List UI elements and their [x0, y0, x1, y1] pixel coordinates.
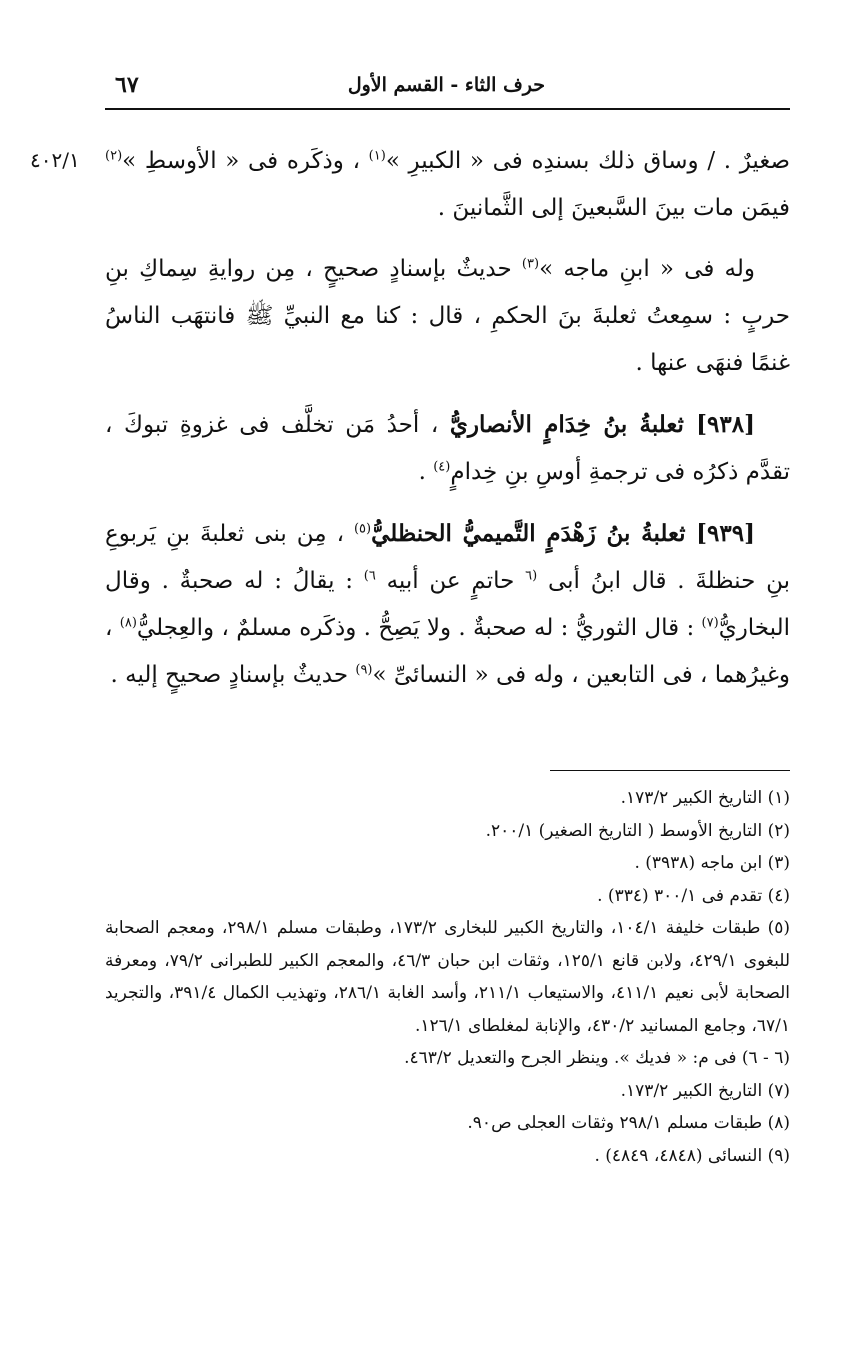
footnote-ref-7: (٧) — [701, 615, 719, 631]
footnote-ref-6-close: ٦) — [363, 568, 376, 584]
footnote-divider — [550, 770, 790, 771]
entry-heading: [٩٣٩] ثعلبةُ بنُ زَهْدَمٍ التَّميميُّ الحنظليُّ — [371, 520, 755, 547]
footnote-4: (٤) تقدم فى ٣٠٠/١ (٣٣٤) . — [597, 885, 790, 906]
footnote-ref-8: (٨) — [119, 615, 137, 631]
footnote-ref-3: (٣) — [521, 256, 540, 272]
footnote-ref-2: (٢) — [105, 148, 123, 164]
paragraph-2: وله فى « ابنِ ماجه »$^{(٣)}$ حديثٌ بإسنادٍ صحيحٍ ، مِن روايةِ سِماكِ بنِ حربٍ : سمِعتُ ثعلبةَ بنَ الحكمِ ، قال : كنا مع النبيِّ ﷺ فانتهَب الناسُ غنمًا فنهَى عنها . — [105, 256, 790, 376]
footnote-ref-5: (٥) — [353, 521, 372, 537]
footnote-3: (٣) ابن ماجه (٣٩٣٨) . — [634, 853, 790, 873]
footnote-8: (٨) طبقات مسلم ٢٩٨/١ وثقات العجلى ص٩٠. — [467, 1113, 790, 1133]
entry-heading: [٩٣٨] ثعلبةُ بنُ خِدَامٍ الأنصاريُّ — [449, 411, 755, 438]
entry-938: [٩٣٨] ثعلبةُ بنُ خِدَامٍ الأنصاريُّ ، أحدُ مَن تخلَّف فى غزوةِ تبوكَ ، تقدَّم ذكرُه فى ترجمةِ أوسِ بنِ خِدامٍ$^{(٤)}$ . — [105, 411, 790, 485]
footnote-6: (٦ - ٦) فى م: « فديك ». وينظر الجرح والتعديل ٤٦٣/٢. — [404, 1048, 790, 1068]
page-header — [105, 68, 790, 110]
footnote-ref-6-open: (٦ — [525, 568, 538, 584]
running-head: حرف الثاء - القسم الأول — [347, 74, 545, 96]
footnote-7: (٧) التاريخ الكبير ١٧٣/٢. — [620, 1080, 790, 1101]
entry-939: [٩٣٩] ثعلبةُ بنُ زَهْدَمٍ التَّميميُّ الحنظليُّ$^{(٥)}$ ، مِن بنى ثعلبةَ بنِ يَربوعِ بنِ حنظلةَ . قال ابنُ أبى $^{(٦}$ حاتمٍ عن أبيه $^{٦)}$ : يقالُ : له صحبةٌ . وقال البخاريُّ$^{(٧)}$ : قال الثوريُّ : له صحبةٌ . ولا يَصِحُّ . وذكَره مسلمٌ ، والعِجليُّ$^{(٨)}$ ، وغيرُهما ، فى التابعين ، وله فى « النسائىِّ »$^{(٩)}$ حديثٌ بإسنادٍ صحيحٍ إليه . — [105, 520, 790, 688]
footnote-2: (٢) التاريخ الأوسط ( التاريخ الصغير) ٢٠٠/١. — [485, 820, 790, 841]
main-text — [105, 138, 790, 699]
footnote-ref-1: (١) — [368, 148, 386, 164]
footnote-ref-4: (٤) — [433, 459, 451, 475]
footnote-5: (٥) طبقات خليفة ١٠٤/١، والتاريخ الكبير للبخارى ١٧٣/٢، وطبقات مسلم ٢٩٨/١، ومعجم الصحابة للبغوى ٤٢٩/١، ولابن قانع ١٢٥/١، وثقات ابن حبان ٤٦/٣، والمعجم الكبير للطبرانى ٧٩/٢، ومعرفة الصحابة لأبى نعيم ٤١١/١، والاستيعاب ٢١١/١، وأسد الغابة ٢٨٦/١، وتهذيب الكمال ٣٩١/٤، والتجريد ٦٧/١، وجامع المسانيد ٤٣٠/٢، والإنابة لمغلطاى ١٢٦/١. — [105, 918, 791, 1036]
paragraph-1: صغيرٌ . / وساق ذلك بسندِه فى « الكبيرِ »$^{(١)}$ ، وذكَره فى « الأوسطِ »$^{(٢)}$ فيمَن مات بينَ السَّبعينَ إلى الثَّمانينَ . — [105, 148, 790, 221]
footnote-9: (٩) النسائى (٤٨٤٨، ٤٨٤٩) . — [594, 1145, 790, 1166]
margin-reference: ٤٠٢/١ — [30, 148, 80, 172]
footnote-1: (١) التاريخ الكبير ١٧٣/٢. — [620, 788, 790, 808]
footnotes — [105, 782, 790, 1172]
footnote-ref-9: (٩) — [355, 662, 373, 678]
page-number: ٦٧ — [115, 72, 139, 98]
